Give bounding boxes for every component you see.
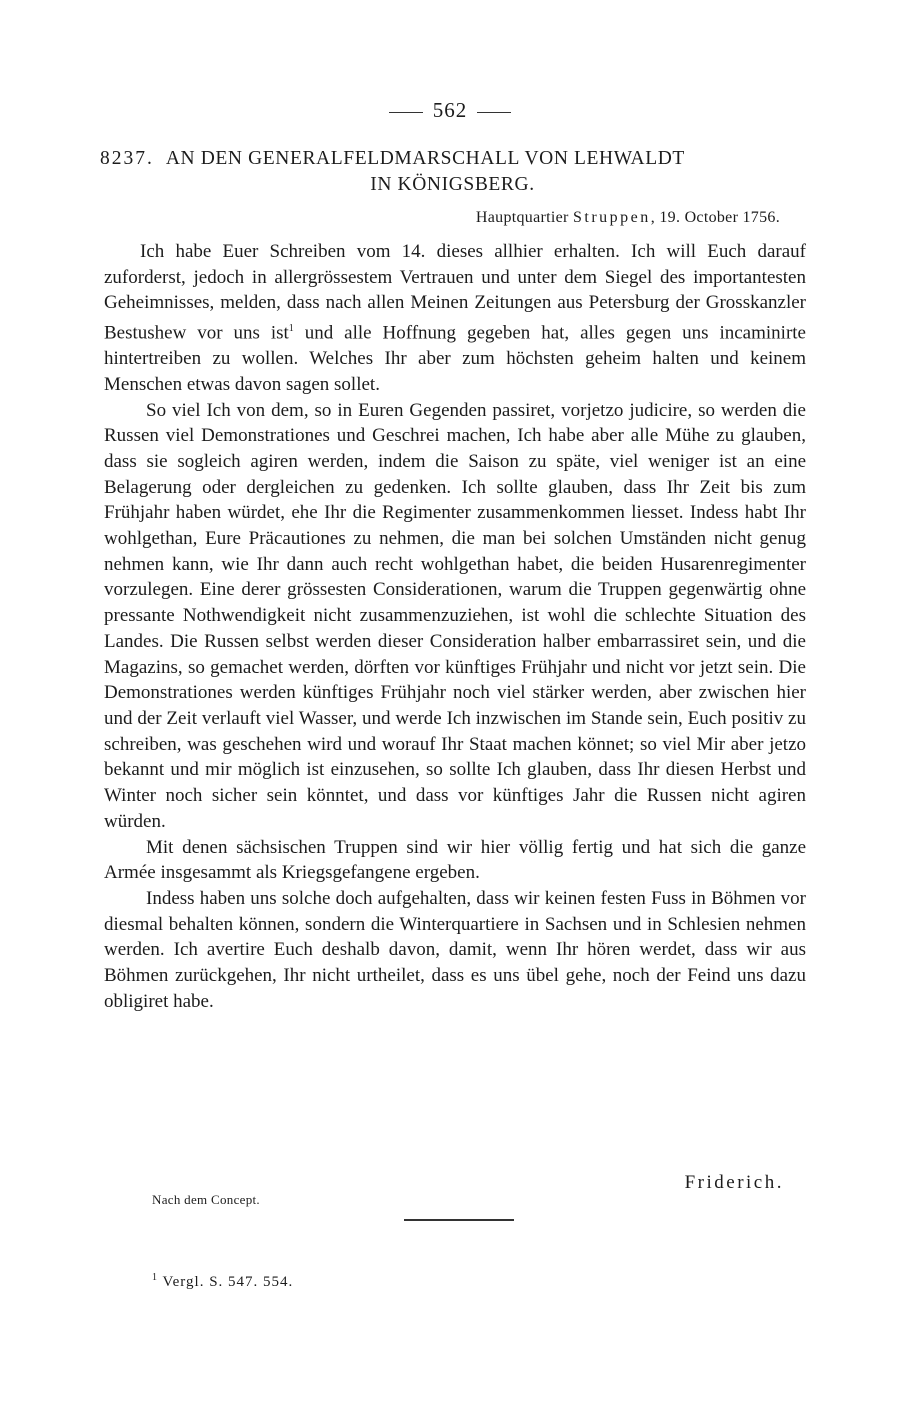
place-prefix: Hauptquartier [475,209,569,226]
page-number [0,98,900,123]
paragraph-1-text-b: und alle Hoffnung gegeben hat, alles gegen uns incaminirte hintertreiben zu wollen. Welches Ihr aber zum höchsten geheim halten und keinem Menschen etwas davon sagen sollet. [104,322,806,395]
source-note: Nach dem Concept. [152,1192,260,1207]
page-number-dash-right [477,112,511,113]
paragraph-1 [104,239,806,398]
footnote-mark: 1 [152,1272,158,1283]
paragraph-2: So viel Ich von dem, so in Euren Gegenden passiret, vorjetzo judicire, so werden die Russen viel Demonstrationes und Geschrei machen, Ich habe aber alle Mühe zu glauben, dass sie sogleich agiren werden, indem die Saison zu späte, viel weniger ist an eine Belagerung oder dergleichen zu gedenken. Ich sollte glauben, dass Ihr Zeit bis zum Frühjahr haben würdet, ehe Ihr die Regimenter zusammenkommen liesset. Indess habt Ihr wohlgethan, Eure Präcautiones zu nehmen, die man bei solchen Umständen nicht genug nehmen kann, wie Ihr dann auch recht wohlgethan habet, die beiden Husarenregimenter vorzulegen. Eine derer grössesten Considerationen, warum die Truppen gegenwärtig ohne pressante Nothwendigkeit nicht zusammenzuziehen, ist wohl die schlechte Situation des Landes. Die Russen selbst werden dieser Consideration halber embarrassiret sein, und die Magazins, so gemachet werden, dörften vor künftiges Frühjahr und nicht vor jetzt sein. Die Demonstrationes werden künftiges Frühjahr noch viel stärker werden, aber zwischen hier und der Zeit verlauft viel Wasser, und werde Ich inzwischen im Stande sein, Euch positiv zu schreiben, was geschehen wird und worauf Ihr Staat machen könnet; so viel Mir aber jetzo bekannt und mir möglich ist einzusehen, so sollte Ich glauben, dass Ihr diesen Herbst und Winter noch sicher sein könntet, und dass vor künftiges Jahr die Russen nicht agiren würden. [104,399,806,832]
heading-line-1: AN DEN GENERALFELDMARSCHALL VON LEHWALDT [165,148,685,169]
page-number-value: 562 [432,98,468,122]
footnote-text: Vergl. S. 547. 554. [162,1274,294,1290]
place-name: Struppen [572,209,651,226]
paragraph-4: Indess haben uns solche doch aufgehalten, dass wir keinen festen Fuss in Böhmen vor diesmal behalten können, sondern die Winterquartiere in Sachsen und in Schlesien nehmen werden. Ich avertire Euch deshalb davon, damit, wenn Ihr hören werdet, dass wir aus Böhmen zurückgehen, Ihr nicht urtheilet, dass es uns übel gehe, noch der Feind uns dazu obligiret habe. [104,887,806,1012]
footnote [152,1272,293,1291]
section-divider [404,1219,514,1221]
paragraph-1-text-a: Ich habe Euer Schreiben vom 14. dieses allhier erhalten. Ich will Euch darauf zuforderst, jedoch in allergrössestem Vertrauen und unter dem Siegel des importantesten Geheimnisses, melden, dass nach allen Meinen Zeitungen aus Petersburg der Grosskanzler Bestushew vor uns ist [104,241,806,344]
letter-date: , 19. October 1756. [650,209,780,226]
heading-line-2: IN KÖNIGSBERG. [370,174,535,195]
place-date-line [476,209,780,227]
signature: Friderich. [684,1172,784,1193]
page-number-dash-left [389,112,423,113]
letter-number: 8237. [100,148,154,169]
footnote-reference: 1 [288,323,294,335]
letter-heading [100,146,805,198]
letter-body [104,239,806,1014]
paragraph-3: Mit denen sächsischen Truppen sind wir hier völlig fertig und hat sich die ganze Armée insgesammt als Kriegsgefangene ergeben. [104,836,806,884]
